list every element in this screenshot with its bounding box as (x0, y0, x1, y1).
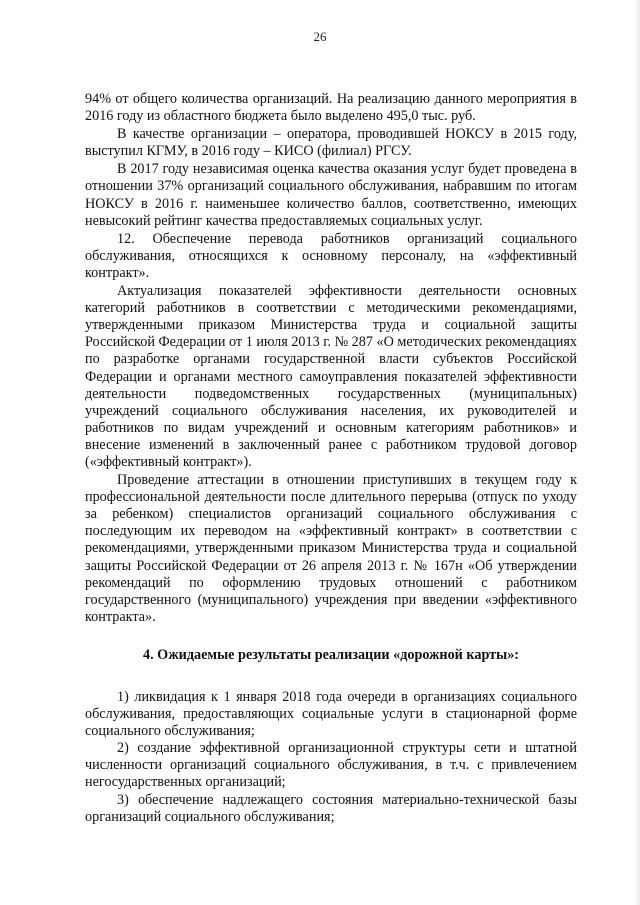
result-item-3: 3) обеспечение надлежащего состояния материально-технической базы организаций социального обслуживания; (85, 791, 577, 825)
body-text (85, 91, 577, 826)
scan-edge-shadow (634, 0, 640, 905)
page-number: 26 (313, 29, 327, 44)
paragraph-indicators: Актуализация показателей эффективности деятельности основных категорий работников в соответствии с методическими рекомендациями, утвержденными приказом Министерства труда и социальной защиты Российской Федерации от 1 июля 2013 г. № 287 «О методических рекомендациях по разработке органами государственной власти субъектов Российской Федерации и органами местного самоуправления показателей эффективности деятельности подведомственных государственных (муниципальных) учреждений социального обслуживания населения, их руководителей и работников по видам учреждений и основным категориям работников» и внесение изменений в заключенный ранее с работником трудовой договор («эффективный контракт»). (85, 283, 577, 470)
paragraph-assessment-2017: В 2017 году независимая оценка качества оказания услуг будет проведена в отношении 37% организаций социального обслуживания, набравшим по итогам НОКСУ в 2016 г. наименьшее количество баллов, соответственно, имеющих невысокий рейтинг качества предоставляемых социальных услуг. (85, 161, 577, 229)
result-item-1: 1) ликвидация к 1 января 2018 года очереди в организациях социального обслуживания, предоставляющих социальные услуги в стационарной форме социального обслуживания; (85, 689, 577, 740)
paragraph-item-12: 12. Обеспечение перевода работников организаций социального обслуживания, относящихся к основному персоналу, на «эффективный контракт». (85, 230, 577, 281)
paragraph-continuation: 94% от общего количества организаций. На реализацию данного мероприятия в 2016 году из областного бюджета было выделено 495,0 тыс. руб. (85, 91, 577, 125)
section-heading: 4. Ожидаемые результаты реализации «дорожной карты»: (142, 646, 520, 663)
result-item-2: 2) создание эффективной организационной структуры сети и штатной численности организаций социального обслуживания, в т.ч. с привлечением негосударственных организаций; (85, 740, 577, 791)
paragraph-attestation: Проведение аттестации в отношении приступивших в текущем году к профессиональной деятельности после длительного перерыва (отпуск по уходу за ребенком) специалистов организаций социального обслуживания с последующим их переводом на «эффективный контракт» в соответствии с рекомендациями, утвержденными приказом Министерства труда и социальной защиты Российской Федерации от 26 апреля 2013 г. № 167н «Об утверждении рекомендаций по оформлению трудовых отношений с работником государственного (муниципального) учреждения при введении «эффективного контракта». (85, 472, 577, 625)
paragraph-operator: В качестве организации – оператора, проводившей НОКСУ в 2015 году, выступил КГМУ, в 2016 году – КИСО (филиал) РГСУ. (85, 126, 577, 160)
